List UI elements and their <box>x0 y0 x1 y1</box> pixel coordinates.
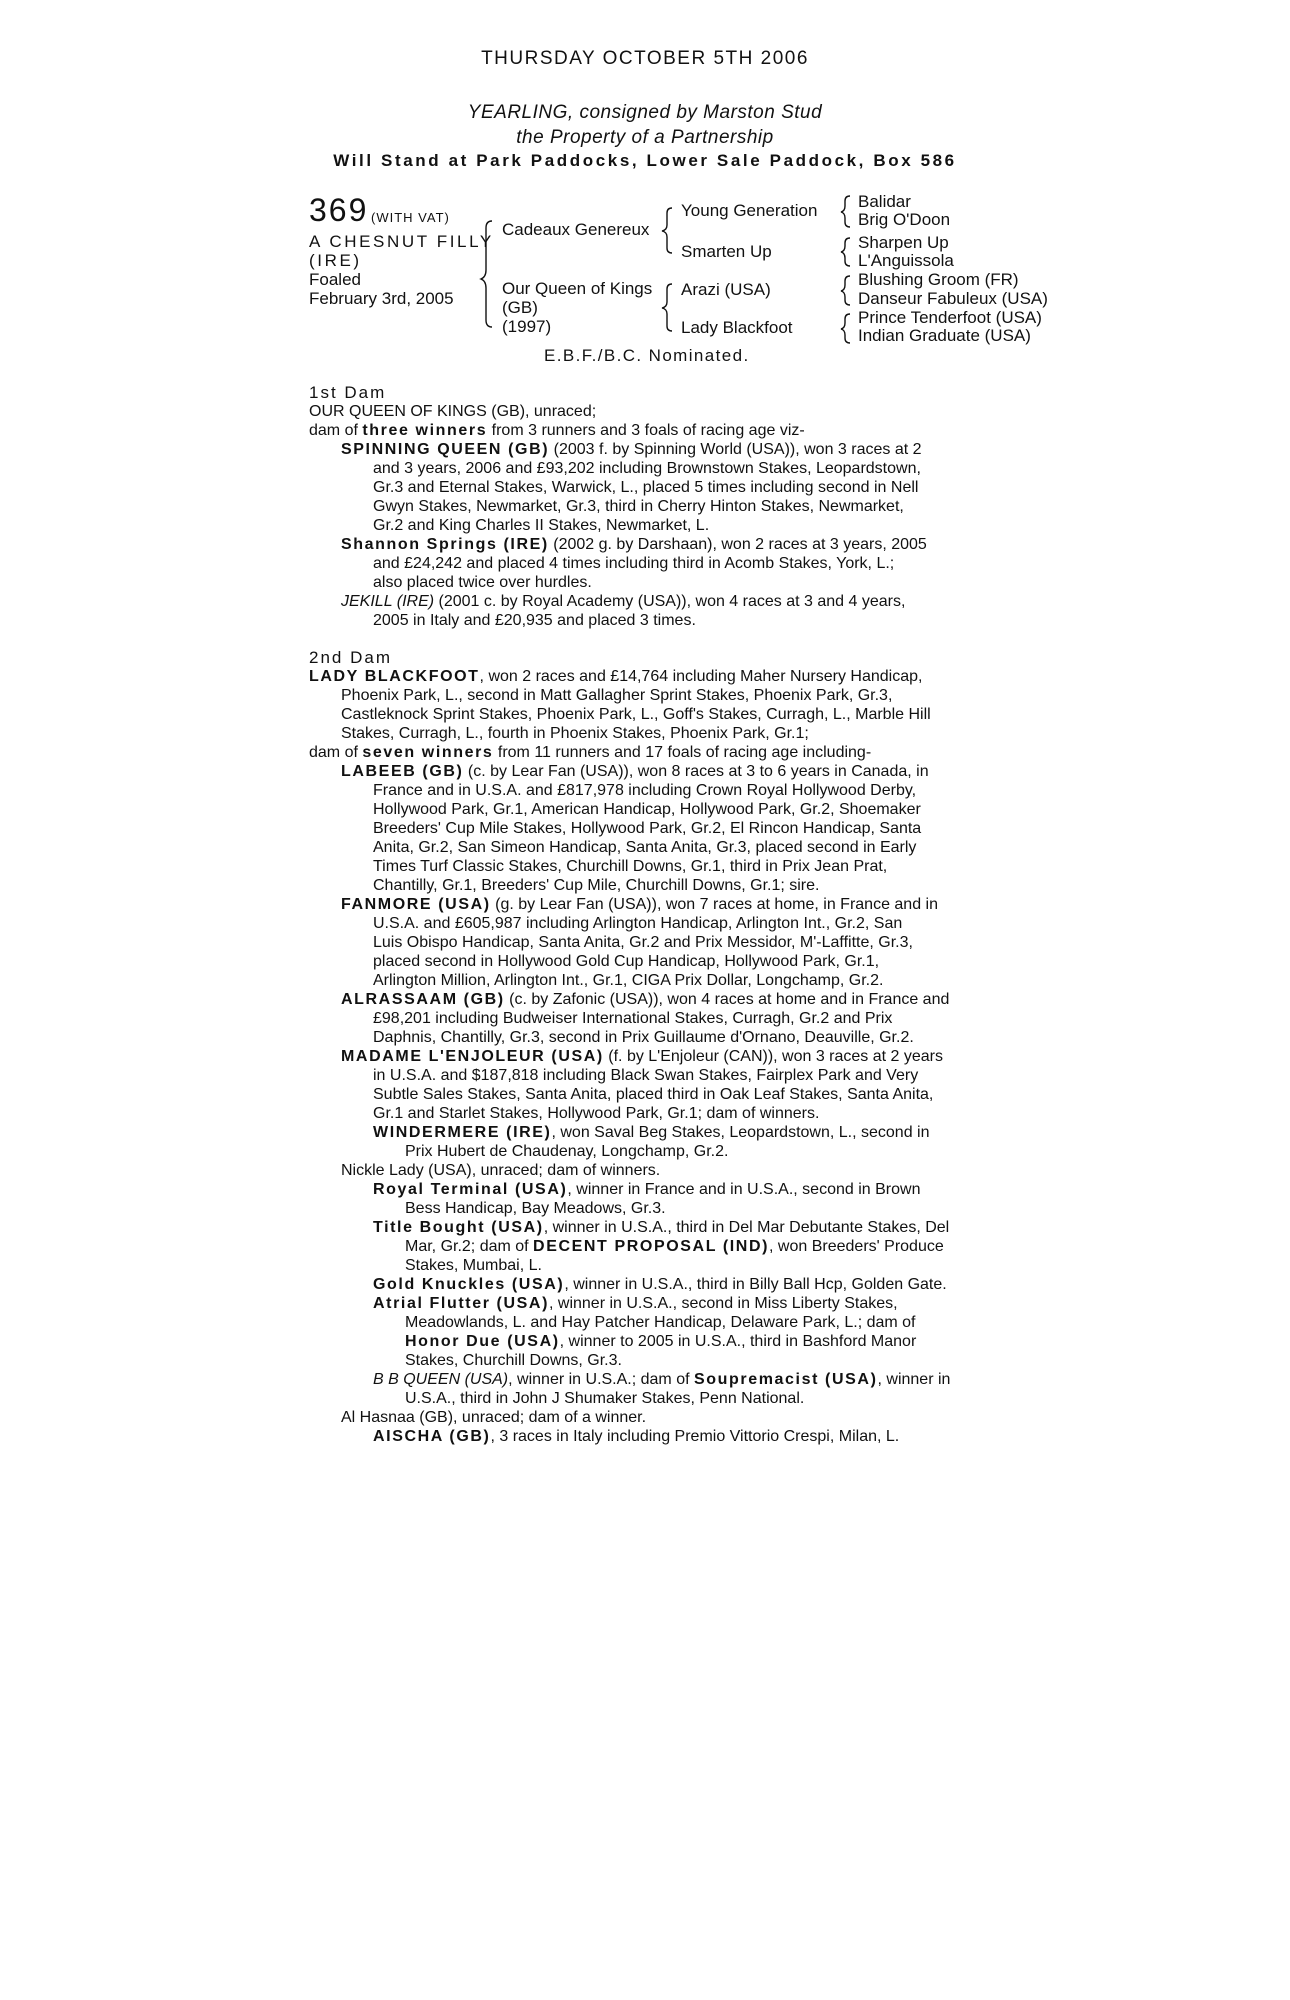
dam-name-line-1: Our Queen of Kings <box>502 279 653 298</box>
first-dam-line: dam of three winners from 3 runners and 3 foals of racing age viz- <box>309 422 805 439</box>
second-dam-line: dam of seven winners from 11 runners and 17 foals of racing age including- <box>309 744 872 761</box>
sire-name: Cadeaux Genereux <box>502 220 650 239</box>
first-dam-line: Gr.2 and King Charles II Stakes, Newmarket, L. <box>373 517 710 534</box>
brace-generation-1 <box>481 221 492 327</box>
second-dam-line: AISCHA (GB), 3 races in Italy including Premio Vittorio Crespi, Milan, L. <box>373 1428 900 1445</box>
second-dam-line: France and in U.S.A. and £817,978 including Crown Royal Hollywood Derby, <box>373 782 917 799</box>
second-dam-heading: 2nd Dam <box>309 648 392 667</box>
nomination-note: E.B.F./B.C. Nominated. <box>544 346 750 365</box>
second-dam-line: Atrial Flutter (USA), winner in U.S.A., second in Miss Liberty Stakes, <box>373 1295 898 1312</box>
lot-number: 369 <box>309 192 369 228</box>
first-dam-line: OUR QUEEN OF KINGS (GB), unraced; <box>309 403 597 420</box>
second-dam-line: Breeders' Cup Mile Stakes, Hollywood Park, Gr.2, El Rincon Handicap, Santa <box>373 820 922 837</box>
second-dam-line: Anita, Gr.2, San Simeon Handicap, Santa Anita, Gr.3, placed second in Early <box>373 839 917 856</box>
second-dam-line: WINDERMERE (IRE), won Saval Beg Stakes, Leopardstown, L., second in <box>373 1124 930 1141</box>
dam-sire: Arazi (USA) <box>681 280 771 299</box>
second-dam-line: Luis Obispo Handicap, Santa Anita, Gr.2 and Prix Messidor, M'-Laffitte, Gr.3, <box>373 934 913 951</box>
second-dam-line: Bess Handicap, Bay Meadows, Gr.3. <box>405 1200 666 1217</box>
first-dam-line: Shannon Springs (IRE) (2002 g. by Darshaan), won 2 races at 3 years, 2005 <box>341 536 927 553</box>
second-dam-line: Nickle Lady (USA), unraced; dam of winners. <box>341 1162 661 1179</box>
sale-date: THURSDAY OCTOBER 5TH 2006 <box>481 48 809 69</box>
second-dam-line: Phoenix Park, L., second in Matt Gallagher Sprint Stakes, Phoenix Park, Gr.3, <box>341 687 893 704</box>
first-dam-line: and £24,242 and placed 4 times including third in Acomb Stakes, York, L.; <box>373 555 895 572</box>
second-dam-line: in U.S.A. and $187,818 including Black Swan Stakes, Fairplex Park and Very <box>373 1067 919 1084</box>
dam-name-line-2: (GB) <box>502 298 538 317</box>
second-dam-line: £98,201 including Budweiser International Stakes, Curragh, Gr.2 and Prix <box>373 1010 893 1027</box>
second-dam-line: placed second in Hollywood Gold Cup Handicap, Hollywood Park, Gr.1, <box>373 953 880 970</box>
first-dam-line: and 3 years, 2006 and £93,202 including Brownstown Stakes, Leopardstown, <box>373 460 921 477</box>
second-dam-line: Gold Knuckles (USA), winner in U.S.A., third in Billy Ball Hcp, Golden Gate. <box>373 1276 947 1293</box>
brace-young-generation <box>841 196 850 227</box>
consignment-line: YEARLING, consigned by Marston Stud <box>467 102 823 123</box>
second-dam-line: Meadowlands, L. and Hay Patcher Handicap, Delaware Park, L.; dam of <box>405 1314 916 1331</box>
first-dam-heading: 1st Dam <box>309 383 387 402</box>
brace-arazi <box>841 276 850 305</box>
sire-sire: Young Generation <box>681 201 818 220</box>
second-dam-line: Hollywood Park, Gr.1, American Handicap, Hollywood Park, Gr.2, Shoemaker <box>373 801 921 818</box>
second-dam-line: Stakes, Curragh, L., fourth in Phoenix Stakes, Phoenix Park, Gr.1; <box>341 725 809 742</box>
first-dam-line: 2005 in Italy and £20,935 and placed 3 times. <box>373 612 696 629</box>
ancestor-brig-odoon: Brig O'Doon <box>858 210 951 229</box>
foaled-date: February 3rd, 2005 <box>309 289 454 308</box>
second-dam-line: Arlington Million, Arlington Int., Gr.1, CIGA Prix Dollar, Longchamp, Gr.2. <box>373 972 884 989</box>
second-dam-line: Daphnis, Chantilly, Gr.3, second in Prix Guillaume d'Ornano, Deauville, Gr.2. <box>373 1029 914 1046</box>
foaled-label: Foaled <box>309 270 361 289</box>
brace-smarten-up <box>841 238 850 266</box>
second-dam-line: Stakes, Mumbai, L. <box>405 1257 542 1274</box>
first-dam-line: also placed twice over hurdles. <box>373 574 592 591</box>
second-dam-line: Stakes, Churchill Downs, Gr.3. <box>405 1352 622 1369</box>
second-dam-line: B B QUEEN (USA), winner in U.S.A.; dam of Soupremacist (USA), winner in <box>373 1371 951 1388</box>
ancestor-sharpen-up: Sharpen Up <box>858 233 949 252</box>
ancestor-danseur-fabuleux: Danseur Fabuleux (USA) <box>858 289 1048 308</box>
ancestor-languissola: L'Anguissola <box>858 251 954 270</box>
ancestor-blushing-groom: Blushing Groom (FR) <box>858 270 1019 289</box>
ancestor-indian-graduate: Indian Graduate (USA) <box>858 326 1031 345</box>
second-dam-line: U.S.A. and £605,987 including Arlington Handicap, Arlington Int., Gr.2, San <box>373 915 903 932</box>
second-dam-line: MADAME L'ENJOLEUR (USA) (f. by L'Enjoleur (CAN)), won 3 races at 2 years <box>341 1048 944 1065</box>
vat-note: (WITH VAT) <box>371 210 450 225</box>
brace-sire-line <box>662 208 672 253</box>
second-dam-line: Title Bought (USA), winner in U.S.A., third in Del Mar Debutante Stakes, Del <box>373 1219 950 1236</box>
second-dam-line: Castleknock Sprint Stakes, Phoenix Park, L., Goff's Stakes, Curragh, L., Marble Hill <box>341 706 931 723</box>
second-dam-line: Prix Hubert de Chaudenay, Longchamp, Gr.2. <box>405 1143 729 1160</box>
property-line: the Property of a Partnership <box>516 127 774 148</box>
second-dam-line: Mar, Gr.2; dam of DECENT PROPOSAL (IND), won Breeders' Produce <box>405 1238 944 1255</box>
second-dam-line: Al Hasnaa (GB), unraced; dam of a winner. <box>341 1409 647 1426</box>
dam-name <box>502 279 652 336</box>
first-dam-line: SPINNING QUEEN (GB) (2003 f. by Spinning World (USA)), won 3 races at 2 <box>341 441 922 458</box>
second-dam-line: Honor Due (USA), winner to 2005 in U.S.A., third in Bashford Manor <box>405 1333 917 1350</box>
second-dam-line: FANMORE (USA) (g. by Lear Fan (USA)), won 7 races at home, in France and in <box>341 896 938 913</box>
ancestor-balidar: Balidar <box>858 192 911 211</box>
brace-dam-line <box>662 284 672 331</box>
lot-description-line-2: (IRE) <box>309 251 362 270</box>
second-dam-line: LADY BLACKFOOT, won 2 races and £14,764 including Maher Nursery Handicap, <box>309 668 923 685</box>
first-dam-line: Gr.3 and Eternal Stakes, Warwick, L., placed 5 times including second in Nell <box>373 479 919 496</box>
stand-location: Will Stand at Park Paddocks, Lower Sale Paddock, Box 586 <box>333 151 957 170</box>
first-dam-line: JEKILL (IRE) (2001 c. by Royal Academy (USA)), won 4 races at 3 and 4 years, <box>341 593 906 610</box>
ancestor-prince-tenderfoot: Prince Tenderfoot (USA) <box>858 308 1042 327</box>
dam-name-line-3: (1997) <box>502 317 552 336</box>
brace-lady-blackfoot <box>841 314 850 343</box>
second-dam-line: Gr.1 and Starlet Stakes, Hollywood Park, Gr.1; dam of winners. <box>373 1105 820 1122</box>
dam-dam: Lady Blackfoot <box>681 318 793 337</box>
second-dam-line: Times Turf Classic Stakes, Churchill Downs, Gr.1, third in Prix Jean Prat, <box>373 858 888 875</box>
sire-dam: Smarten Up <box>681 242 772 261</box>
second-dam-line: Chantilly, Gr.1, Breeders' Cup Mile, Churchill Downs, Gr.1; sire. <box>373 877 820 894</box>
second-dam-line: Royal Terminal (USA), winner in France and in U.S.A., second in Brown <box>373 1181 921 1198</box>
second-dam-line: U.S.A., third in John J Shumaker Stakes, Penn National. <box>405 1390 805 1407</box>
lot-description-line-1: A CHESNUT FILLY <box>309 232 494 251</box>
second-dam-line: LABEEB (GB) (c. by Lear Fan (USA)), won 8 races at 3 to 6 years in Canada, in <box>341 763 929 780</box>
first-dam-line: Gwyn Stakes, Newmarket, Gr.3, third in Cherry Hinton Stakes, Newmarket, <box>373 498 904 515</box>
second-dam-line: Subtle Sales Stakes, Santa Anita, placed third in Oak Leaf Stakes, Santa Anita, <box>373 1086 934 1103</box>
second-dam-line: ALRASSAAM (GB) (c. by Zafonic (USA)), won 4 races at home and in France and <box>341 991 950 1008</box>
